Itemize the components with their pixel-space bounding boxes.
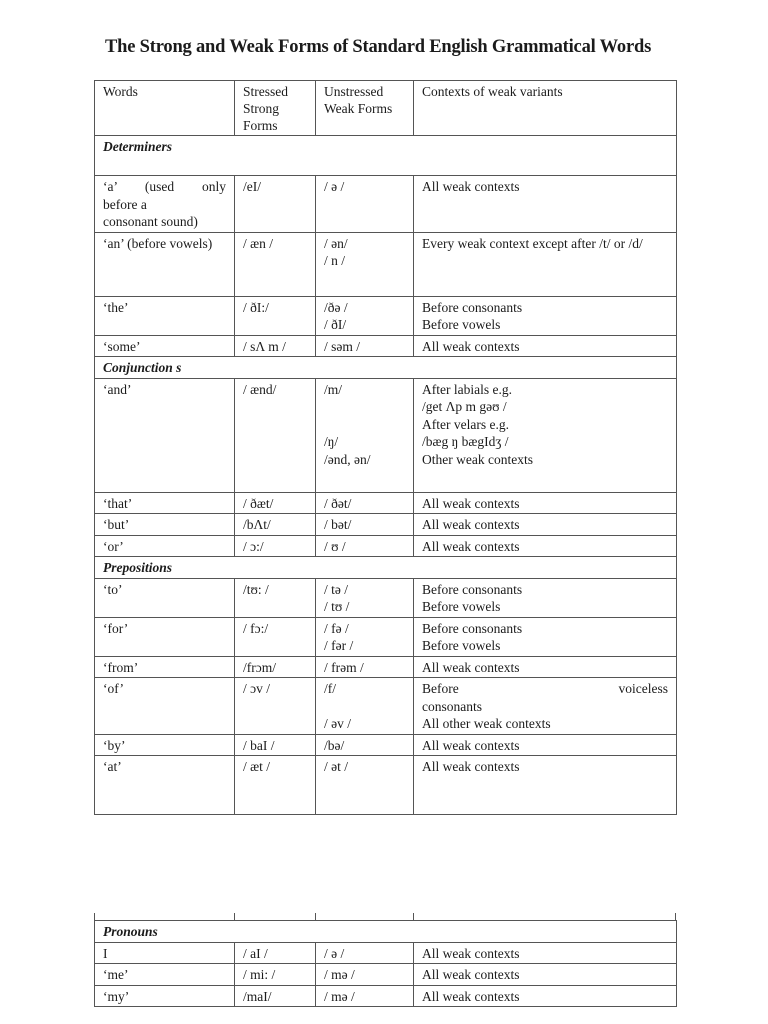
strong-form-cell: /tʊ: / [235,578,316,617]
context-cell: All weak contexts [414,985,677,1007]
word-cell: I [95,942,235,964]
weak-form-text: /ðə / [324,299,348,315]
header-stressed-strong-forms: Stressed Strong Forms [235,81,316,136]
context-cell: All weak contexts [414,656,677,678]
weak-form-text: / tə / [324,581,348,597]
context-text: Before vowels [422,317,501,332]
weak-form-cell: / ət / [316,756,414,815]
section-row-prepositions [95,557,677,579]
section-heading-conjunctions: Conjunction s [95,357,677,379]
word-cell: ‘that’ [95,492,235,514]
table-row [95,492,677,514]
context-cell [414,678,677,735]
weak-form-cell [316,378,414,492]
header-contexts: Contexts of weak variants [414,81,677,136]
weak-form-cell: / səm / [316,335,414,357]
word-cell: ‘of’ [95,678,235,735]
table-row [95,942,677,964]
word-text: ‘a’ (used only [103,179,226,194]
weak-form-cell: / ə / [316,176,414,233]
context-cell: All weak contexts [414,734,677,756]
weak-form-cell: / ʊ / [316,535,414,557]
word-cell [95,176,235,233]
context-cell: All weak contexts [414,942,677,964]
context-text: Other weak contexts [422,451,533,467]
weak-form-cell [316,578,414,617]
word-text: consonant sound) [103,214,198,229]
word-cell: ‘for’ [95,617,235,656]
weak-form-cell: / mə / [316,985,414,1007]
strong-form-cell: /eI/ [235,176,316,233]
header-words: Words [95,81,235,136]
context-text: Before vowels [422,638,501,653]
weak-form-cell: / mə / [316,964,414,986]
context-cell [414,378,677,492]
context-text: Before [422,681,459,696]
context-text: Before vowels [422,599,501,614]
table-row [95,296,677,335]
weak-form-cell [316,296,414,335]
context-cell: All weak contexts [414,535,677,557]
weak-form-cell [316,617,414,656]
weak-form-cell [316,678,414,735]
word-cell: ‘my’ [95,985,235,1007]
weak-form-text: / ən/ [324,235,348,251]
strong-form-cell: / aI / [235,942,316,964]
strong-form-cell: / sΛ m / [235,335,316,357]
word-cell: ‘and’ [95,378,235,492]
table-row [95,617,677,656]
word-text: before a [103,196,147,212]
section-row-pronouns [95,921,677,943]
table-row [95,756,677,815]
context-cell: All weak contexts [414,756,677,815]
table-row [95,964,677,986]
context-cell: All weak contexts [414,964,677,986]
weak-form-text: / n / [324,253,346,268]
weak-form-text: / ðI/ [324,317,347,332]
context-text: After velars e.g. [422,416,509,432]
context-text: voiceless [618,681,668,696]
word-cell: ‘but’ [95,514,235,536]
table-row [95,535,677,557]
context-cell [414,578,677,617]
context-cell [414,296,677,335]
strong-form-cell: /maI/ [235,985,316,1007]
context-text: All other weak contexts [422,716,551,731]
section-row-conjunctions [95,357,677,379]
word-cell: ‘at’ [95,756,235,815]
context-text: After labials e.g. [422,381,512,397]
strong-form-cell: / ðI:/ [235,296,316,335]
context-text: consonants [422,698,482,714]
strong-form-cell: / æt / [235,756,316,815]
context-text: /bæg ŋ bægIdʒ / [422,434,509,449]
weak-form-cell [316,232,414,296]
table-header-row [95,81,677,136]
table-row [95,678,677,735]
context-text-line [422,680,668,698]
word-cell: ‘to’ [95,578,235,617]
weak-form-cell: / ə / [316,942,414,964]
context-text: Before consonants [422,620,523,636]
section-heading-prepositions: Prepositions [95,557,677,579]
pronouns-table [94,920,677,1007]
word-cell: ‘by’ [95,734,235,756]
context-cell: All weak contexts [414,176,677,233]
table-row [95,578,677,617]
context-cell: All weak contexts [414,514,677,536]
word-cell: ‘or’ [95,535,235,557]
table-row [95,232,677,296]
weak-form-cell: /bə/ [316,734,414,756]
table-row [95,378,677,492]
strong-form-cell: / baI / [235,734,316,756]
table-row [95,734,677,756]
weak-form-text: /f/ [324,681,336,696]
context-text: Before consonants [422,299,523,315]
section-heading-determiners: Determiners [95,136,677,176]
weak-form-cell: / ðət/ [316,492,414,514]
strong-form-cell: / ɔ:/ [235,535,316,557]
strong-form-cell: / ðæt/ [235,492,316,514]
strong-form-cell: /bΛt/ [235,514,316,536]
strong-form-cell: / ɔv / [235,678,316,735]
table-continuation-stub [94,913,676,920]
table-row [95,335,677,357]
context-cell: All weak contexts [414,492,677,514]
weak-form-text: /m/ [324,381,343,397]
context-cell: Every weak context except after /t/ or /d/ [414,232,677,296]
weak-form-cell: / frəm / [316,656,414,678]
document-title: The Strong and Weak Forms of Standard English Grammatical Words [105,37,652,57]
weak-form-text: / əv / [324,716,351,731]
word-cell: ‘from’ [95,656,235,678]
weak-form-text: / tʊ / [324,599,350,614]
weak-form-cell: / bət/ [316,514,414,536]
weak-form-text: / fə / [324,620,349,636]
word-cell: ‘some’ [95,335,235,357]
context-text: /get Λp m gəʊ / [422,399,507,414]
table-row [95,985,677,1007]
header-unstressed-weak-forms: Unstressed Weak Forms [316,81,414,136]
strong-form-cell: / æn / [235,232,316,296]
weak-form-text: / fər / [324,638,354,653]
context-text: Before consonants [422,581,523,597]
context-cell [414,617,677,656]
section-row-determiners [95,136,677,176]
word-cell: ‘me’ [95,964,235,986]
table-row [95,514,677,536]
word-cell: ‘an’ (before vowels) [95,232,235,296]
weak-form-text: /ənd, ən/ [324,451,371,467]
table-row [95,656,677,678]
strong-form-cell: / fɔ:/ [235,617,316,656]
strong-form-cell: / mi: / [235,964,316,986]
section-heading-pronouns: Pronouns [95,921,677,943]
strong-form-cell: / ænd/ [235,378,316,492]
strong-weak-forms-table [94,80,677,815]
table-row [95,176,677,233]
strong-form-cell: /frɔm/ [235,656,316,678]
context-cell: All weak contexts [414,335,677,357]
weak-form-text: /ŋ/ [324,434,339,449]
word-cell: ‘the’ [95,296,235,335]
